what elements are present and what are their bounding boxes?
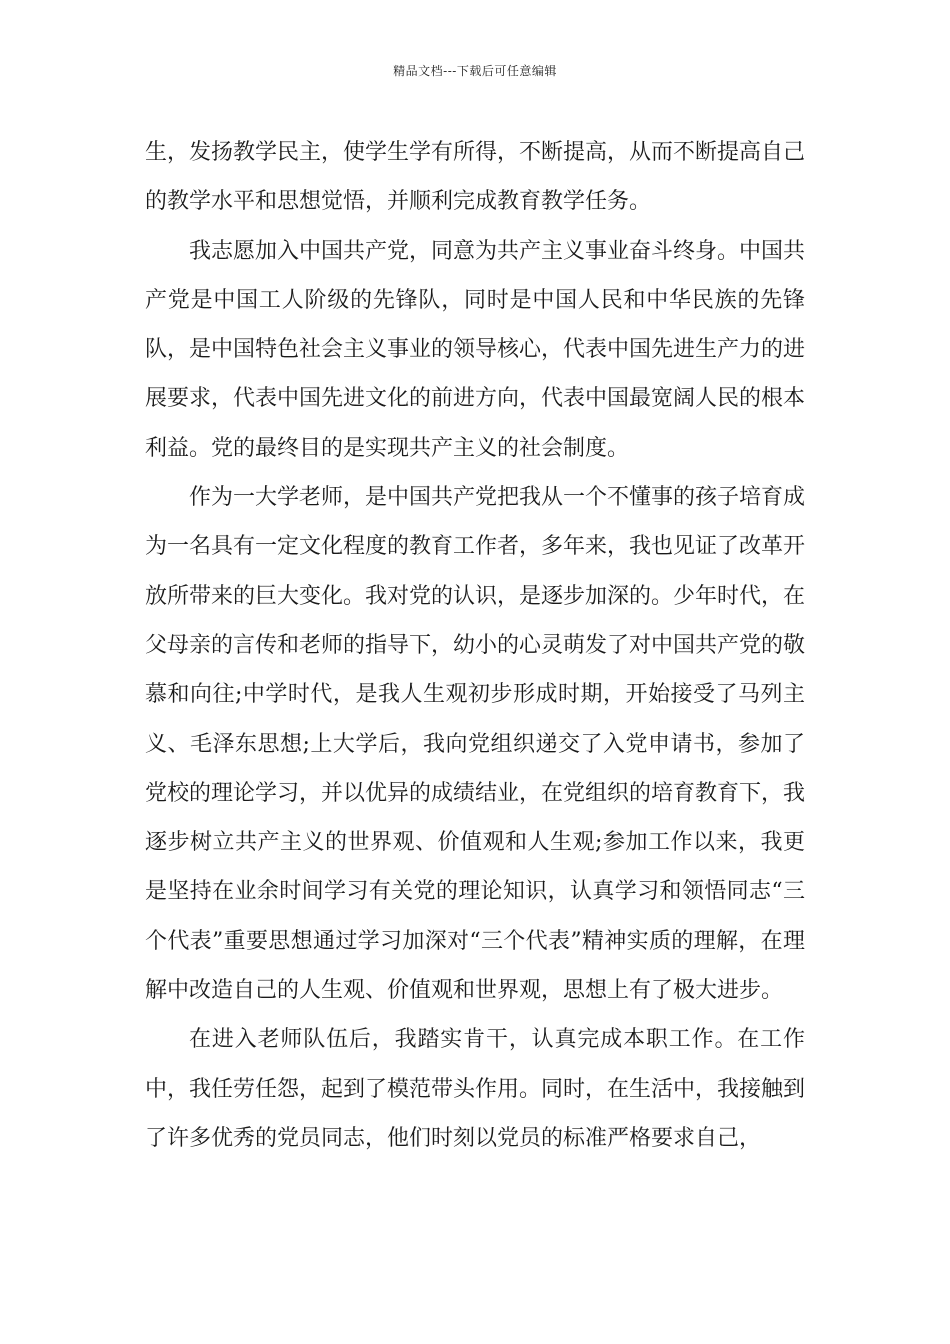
paragraph-3: 作为一大学老师，是中国共产党把我从一个不懂事的孩子培育成为一名具有一定文化程度的教育工作者，多年来，我也见证了改革开放所带来的巨大变化。我对党的认识，是逐步加深的。少年时代，在父母亲的言传和老师的指导下，幼小的心灵萌发了对中国共产党的敬慕和向往;中学时代，是我人生观初步形成时期，开始接受了马列主义、毛泽东思想;上大学后，我向党组织递交了入党申请书，参加了党校的理论学习，并以优异的成绩结业，在党组织的培育教育下，我逐步树立共产主义的世界观、价值观和人生观;参加工作以来，我更是坚持在业余时间学习有关党的理论知识，认真学习和领悟同志“三个代表”重要思想通过学习加深对“三个代表”精神实质的理解，在理解中改造自己的人生观、价值观和世界观，思想上有了极大进步。 bbox=[145, 485, 806, 1004]
document-body bbox=[145, 128, 805, 1163]
paragraph-4: 在进入老师队伍后，我踏实肯干，认真完成本职工作。在工作中，我任劳任怨，起到了模范带头作用。同时，在生活中，我接触到了许多优秀的党员同志，他们时刻以党员的标准严格要求自己， bbox=[145, 1027, 806, 1151]
paragraph-1: 生，发扬教学民主，使学生学有所得，不断提高，从而不断提高自己的教学水平和思想觉悟，并顺利完成教育教学任务。 bbox=[145, 140, 806, 215]
page-header: 精品文档---下载后可任意编辑 bbox=[393, 64, 557, 78]
paragraph-2: 我志愿加入中国共产党，同意为共产主义事业奋斗终身。中国共产党是中国工人阶级的先锋队，同时是中国人民和中华民族的先锋队，是中国特色社会主义事业的领导核心，代表中国先进生产力的进展要求，代表中国先进文化的前进方向，代表中国最宽阔人民的根本利益。党的最终目的是实现共产主义的社会制度。 bbox=[145, 238, 806, 461]
